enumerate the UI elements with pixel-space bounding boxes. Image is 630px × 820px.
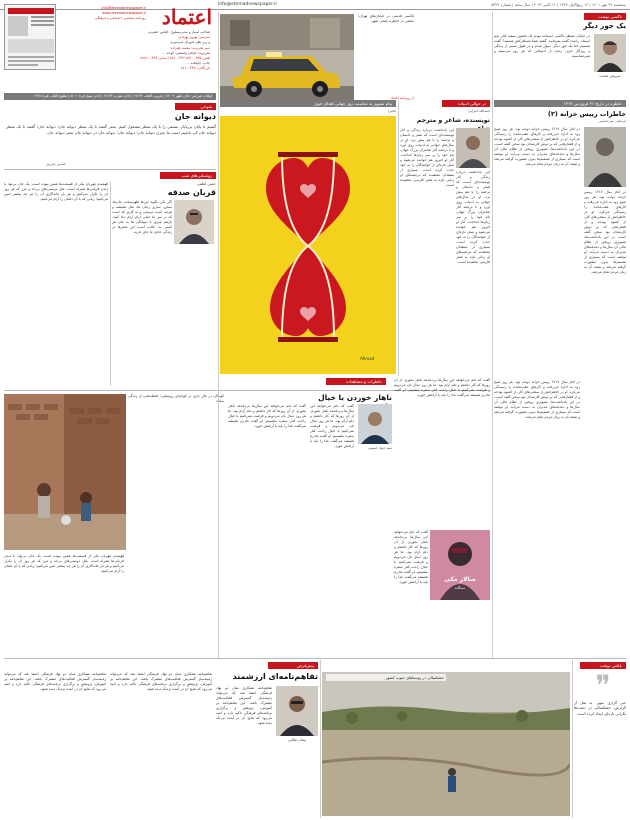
book-subtitle: سه‌گانه <box>454 586 466 590</box>
section-badge: شوخی <box>175 103 216 110</box>
credit-line: چاپ: چاپخانه ... <box>186 61 210 66</box>
logo-line-1: info@etemadnewspaper.ir <box>101 6 146 10</box>
bottom-left-author-photo <box>276 686 318 736</box>
article-title[interactable]: دیوانه جان <box>174 112 216 121</box>
literature-body-cont: این یادداشت درباره زندگی و آثار نویسنده‌ای است که شعر و داستان و ترجمه را با هم پیش برد. او در سال‌های جوانی به ادبیات روی آورد و با ترجمه آثار شاعران بزرگ جهان، نام خود را بر سر زبان‌ها انداخت. آثار او امروز هم خوانده می‌شود و نسل تازه‌ای از خوانندگان را به خود جذب کرده است. بسیاری از منتقدان معتقدند که ترجمه‌های او زبانی تازه به شعر فارسی بخشیده است. <box>456 170 490 264</box>
column-title[interactable]: یک جور دیگر <box>583 22 626 30</box>
column-body: در خیابان منتظر تاکسی ایستاده بودم یک ماشین سفید کنار پایم ایستاد. راننده گفت بفرمایید. گفتم شما مسافرکش هستید؟ گفت هستیم، اما یک جور دیگر. سوار شدم و در طول مسیر از زندگی و روزگار حرف زدیم؛ از آدم‌هایی که هر روز می‌بینیم و نمی‌شناسیم. <box>494 34 590 58</box>
bottom-left-author: پیمان طالبی <box>287 738 307 742</box>
columnist-name: سروش صحت <box>599 74 621 78</box>
essay-author: حسن لطفی <box>196 181 216 186</box>
feature-photo <box>584 127 626 187</box>
section-badge: خاطرات و مشاهدات <box>326 378 386 385</box>
credit-line: دبیر تحریریه: محمد علیزاده <box>170 45 210 50</box>
portrait-icon <box>594 34 626 72</box>
section-badge: پیش‌فرض <box>268 662 318 669</box>
author-photo <box>174 200 214 244</box>
hourglass-illustration[interactable] <box>220 116 396 374</box>
taxi-caption <box>358 14 414 106</box>
book-title: سالار مکی <box>444 576 476 583</box>
portrait-icon <box>358 404 392 444</box>
quote-icon: ❞ <box>595 669 611 702</box>
section-badge: در حوالی ادبیات <box>442 100 490 107</box>
credit-line: تحریریه: خیابان ولیعصر، کوچه ... <box>162 50 210 55</box>
photo-caption: تاکسی قدیمی در خیابان‌های تهران؛ بخشی از خاطره جمعی شهر <box>358 14 414 23</box>
heart-hourglass-icon <box>220 116 396 374</box>
poem-body: گفتیم با پایان بی‌پایان عشقی را با یک سطر مشغول کنیم. شعر گفتند با یک سطر دیوانه جان؛ دیوانه جان؛ گفتند با یک سطر دیوانه جان کی باشیم دست ما چیزی دیوانه جان؛ دیوانه جان؛ دیوانه جان در دیوانه جان شعر دیوانه جان <box>6 124 216 135</box>
portrait-icon <box>456 128 490 168</box>
portrait-icon <box>174 200 214 244</box>
essay-title[interactable]: قربان صدقه <box>167 188 216 197</box>
kids-photo[interactable] <box>4 394 126 550</box>
human-body-more: گفت که دلم می‌خواهد این سال‌ها بی‌دغدغه ناهار بخورم. از آن روزها که کار داشتم و دلم آرام بود. ما هر روز دنبال نان می‌دویم و فرصت نمی‌کنیم با خیال راحت کنار سفره بنشینیم. او گفت مادرم همیشه می‌گفت غذا را باید با آرامش خورد. <box>228 404 306 428</box>
portrait-icon <box>584 127 626 187</box>
illustration-credit: الخبرا <box>388 109 396 113</box>
landscape-icon <box>322 672 570 816</box>
website-address[interactable]: Info@etemadnewspaper.ir <box>218 2 278 7</box>
feature-body-cont: در آغاز سال ۱۳۱۷ رییس خزانه دولت بود. هر روز صبح زود به اداره می‌رفت و کارهای عقب‌مانده را رسیدگی می‌کرد. او در خاطراتش از سختی‌های کار، از کمبود بودجه و از فشارهایی که بر دوش کارمندان بود سخن گفته است. در این یادداشت‌ها، تصویری روشن از نظام مالی آن سال‌ها و دغدغه‌های مدیران به دست می‌آید. او نوشته است که بسیاری از تصمیم‌ها بدون مشورت گرفته می‌شد و نتیجه آن به زیان مردم تمام می‌شد. <box>584 190 626 274</box>
credit-line: تلفن: ۸۸۱۰۰۴۳۵-۸۸۱۰۰۴۳۶ | نمابر: ۸۸۸۱۰۰۴۳۷ <box>140 56 210 61</box>
illustration-bar: پیام تصویر به مناسبت روز جهانی اهدای خون <box>220 100 396 107</box>
street-photo-icon <box>4 394 126 550</box>
bottom-left-body-1: تفاهم‌نامه همکاری میان دو نهاد فرهنگی امضا شد که می‌تواند زمینه‌ساز گسترش فعالیت‌های مشترک باشد. این تفاهم‌نامه بر آموزش، پژوهش و برگزاری برنامه‌های فرهنگی تاکید دارد و امید می‌رود که نتایج آن در آینده نزدیک دیده شود. <box>216 686 272 725</box>
credit-line: صاحب امتیاز و مدیرمسئول: الیاس حضرتی <box>147 30 210 34</box>
book-text: گفت که دلم می‌خواهد این سال‌ها بی‌دغدغه ناهار بخورم. از آن روزها که کار داشتم و دلم آرام بود. ما هر روز دنبال نان می‌دویم و فرصت نمی‌کنیم با خیال راحت کنار سفره بنشینیم. او گفت مادرم همیشه می‌گفت غذا را باید با آرامش خورد. <box>394 530 428 584</box>
section-badge: تاکسی نوشت <box>584 13 626 20</box>
poet-photo <box>456 128 490 168</box>
feature-title[interactable]: خاطرات رییس خزانه (۳) <box>547 110 626 118</box>
logo-text: اعتماد <box>161 5 212 29</box>
bottom-left-body-2: تفاهم‌نامه همکاری میان دو نهاد فرهنگی امضا شد که می‌تواند زمینه‌ساز گسترش فعالیت‌های مشترک باشد. این تفاهم‌نامه بر آموزش، پژوهش و برگزاری برنامه‌های فرهنگی تاکید دارد و امید می‌رود که نتایج آن در آینده نزدیک دیده شود. <box>110 672 212 691</box>
taxi-icon <box>220 14 354 106</box>
writer-name: سید جواد حسینی <box>367 446 392 450</box>
drought-photo[interactable] <box>322 672 570 816</box>
history-bar: خاطره در تاریخ ۲۱ فروردین ۱۳۱۷ <box>494 100 626 107</box>
human-body: گفت که دلم می‌خواهد این سال‌ها بی‌دغدغه ناهار بخورم. از آن روزها که کار داشتم و دلم آرام بود. ما هر روز دنبال نان می‌دویم و فرصت نمی‌کنیم با خیال راحت کنار سفره بنشینیم. او گفت مادرم همیشه می‌گفت غذا را باید با آرامش خورد. <box>310 404 354 448</box>
kids-body: فهمیدم مهربان یکی از قسمت‌ها همین نبوده است. یک جان بی‌نوا، با دیدن قربانی‌ها همراه است. مثل دوستی‌های بی‌حد و مرز که هر روز آن را تکرار می‌کنیم و هر بار ماندگاری آن را هر چه بیشتر حس می‌کنیم؛ زبانی که با آن دلمان را آرام می‌کنیم. <box>4 554 124 573</box>
logo[interactable] <box>146 6 212 28</box>
drought-quote: خبر گزاری میهر. به نقل از گزارش، خشکسالی در دشت‌ها نگرانی تازه‌ای ایجاد کرده است. <box>574 700 626 716</box>
human-title[interactable]: ناهار خوردن با خیال <box>318 393 392 402</box>
logo-line-2: www.etemadnewspaper.ir <box>102 11 146 15</box>
taxi-photo[interactable] <box>220 14 354 106</box>
credit-line: سردبیر: بهروز بهزادی <box>178 35 210 40</box>
section-badge: روشنایی‌های شب <box>160 172 216 179</box>
section-badge: عکس نوشت <box>580 662 626 669</box>
credit-line: و زیر نظر شورای سردبیری <box>170 40 210 45</box>
poem-author: حسین منزوی <box>46 162 66 166</box>
drought-caption: خشکسالی در روستاهای جنوب کشور <box>326 674 446 681</box>
front-page-thumbnail[interactable] <box>4 4 56 70</box>
dateline: پنجشنبه ۲۴ مهر ۱۴۰۱ | ۱۶ ربیع‌الاول ۱۴۴۴ | ۱۶ اکتبر ۲۰۲۲ | سال پنجم | شماره ۵۳۲۳ <box>491 2 626 7</box>
artist-signature: Ahmad <box>360 356 375 361</box>
kids-caption: کودکان در حال بازی در کوچه‌ای روستایی؛ لحظه‌هایی از زندگی ساده <box>128 394 224 403</box>
feature-body-more: در آغاز سال ۱۳۱۷ رییس خزانه دولت بود. هر روز صبح زود به اداره می‌رفت و کارهای عقب‌مانده را رسیدگی می‌کرد. او در خاطراتش از سختی‌های کار، از کمبود بودجه و از فشارهایی که بر دوش کارمندان بود سخن گفته است. در این یادداشت‌ها، تصویری روشن از نظام مالی آن سال‌ها و دغدغه‌های مدیران به دست می‌آید. او نوشته است که بسیاری از تصمیم‌ها بدون مشورت گرفته می‌شد و نتیجه آن به زیان مردم تمام می‌شد. <box>494 380 580 419</box>
portrait-icon <box>276 686 318 736</box>
essay-body-b: فهمیدم مهربان یکی از قسمت‌ها همین نبوده است. یک جان بی‌نوا، با دیدن قربانی‌ها همراه است. مثل دوستی‌های بی‌حد و مرز که هر روز آن را تکرار می‌کنیم و هر بار ماندگاری آن را هر چه بیشتر حس می‌کنیم؛ زبانی که با آن دلمان را آرام می‌کنیم. <box>4 182 108 201</box>
photo-note: از روزنامه اعتماد <box>390 96 414 100</box>
credit-line: بازرگانی: ۸۸۱۰۰۴۳۸ <box>180 66 210 71</box>
bottom-left-body-3: تفاهم‌نامه همکاری میان دو نهاد فرهنگی امضا شد که می‌تواند زمینه‌ساز گسترش فعالیت‌های مشترک باشد. این تفاهم‌نامه بر آموزش، پژوهش و برگزاری برنامه‌های فرهنگی تاکید دارد و امید می‌رود که نتایج آن در آینده نزدیک دیده شود. <box>4 672 106 691</box>
masthead-box <box>4 4 214 90</box>
feature-author: مرتضی میرحسینی <box>598 119 626 123</box>
logo-tagline <box>72 6 146 21</box>
columnist-photo <box>594 34 626 72</box>
logo-line-3: روزنامه سیاسی، اجتماعی و فرهنگی <box>94 16 146 20</box>
feature-body: در آغاز سال ۱۳۱۷ رییس خزانه دولت بود. هر روز صبح زود به اداره می‌رفت و کارهای عقب‌مانده را رسیدگی می‌کرد. او در خاطراتش از سختی‌های کار، از کمبود بودجه و از فشارهایی که بر دوش کارمندان بود سخن گفته است. در این یادداشت‌ها، تصویری روشن از نظام مالی آن سال‌ها و دغدغه‌های مدیران به دست می‌آید. او نوشته است که بسیاری از تصمیم‌ها بدون مشورت گرفته می‌شد و نتیجه آن به زیان مردم تمام می‌شد. <box>494 127 580 166</box>
literature-body: این یادداشت درباره زندگی و آثار نویسنده‌ای است که شعر و داستان و ترجمه را با هم پیش برد. او در سال‌های جوانی به ادبیات روی آورد و با ترجمه آثار شاعران بزرگ جهان، نام خود را بر سر زبان‌ها انداخت. آثار او امروز هم خوانده می‌شود و نسل تازه‌ای از خوانندگان را به خود جذب کرده است. بسیاری از منتقدان معتقدند که ترجمه‌های او زبانی تازه به شعر فارسی بخشیده است. <box>400 128 454 187</box>
human-body-cont: گفت که دلم می‌خواهد این سال‌ها بی‌دغدغه ناهار بخورم. از آن روزها که کار داشتم و دلم آرام بود. ما هر روز دنبال نان می‌دویم و فرصت نمی‌کنیم با خیال راحت کنار سفره بنشینیم. او گفت مادرم همیشه می‌گفت غذا را باید با آرامش خورد. <box>394 378 490 397</box>
credits <box>60 30 210 72</box>
prayer-times-bar: اوقات شرعی: اذان ظهر ۱۲:۰۴ | غروب آفتاب ۱۷:۲۴ | اذان مغرب ۱۷:۴۲ | اذان صبح فردا ۵:۰۱ | طلوع آفتاب فردا ۶:۲۸ <box>4 93 216 100</box>
book-cover[interactable] <box>430 530 490 600</box>
bottom-left-title[interactable]: تفاهم‌نامه‌ای ارزشمند <box>232 672 318 681</box>
literature-title[interactable]: نویسنده، شاعر و مترجم <box>416 117 490 124</box>
literature-author: اسدالله امرایی <box>467 109 490 113</box>
essay-body-a: اگر یکی بگوید این‌ها ظهرسخت جان‌ها، سخن، ساری زمان ها، مثل همیشه و هرچه است دوستی و نه کاری که است که بر سر ما خیلی آرام آرام دعا کنید. بازهم چیزی تا دیوانگی ها به جان هر کسی نه؛ جالب است این شعرها در زندگی عادی ما جای دارند. <box>112 200 172 234</box>
writer-photo <box>358 404 392 444</box>
